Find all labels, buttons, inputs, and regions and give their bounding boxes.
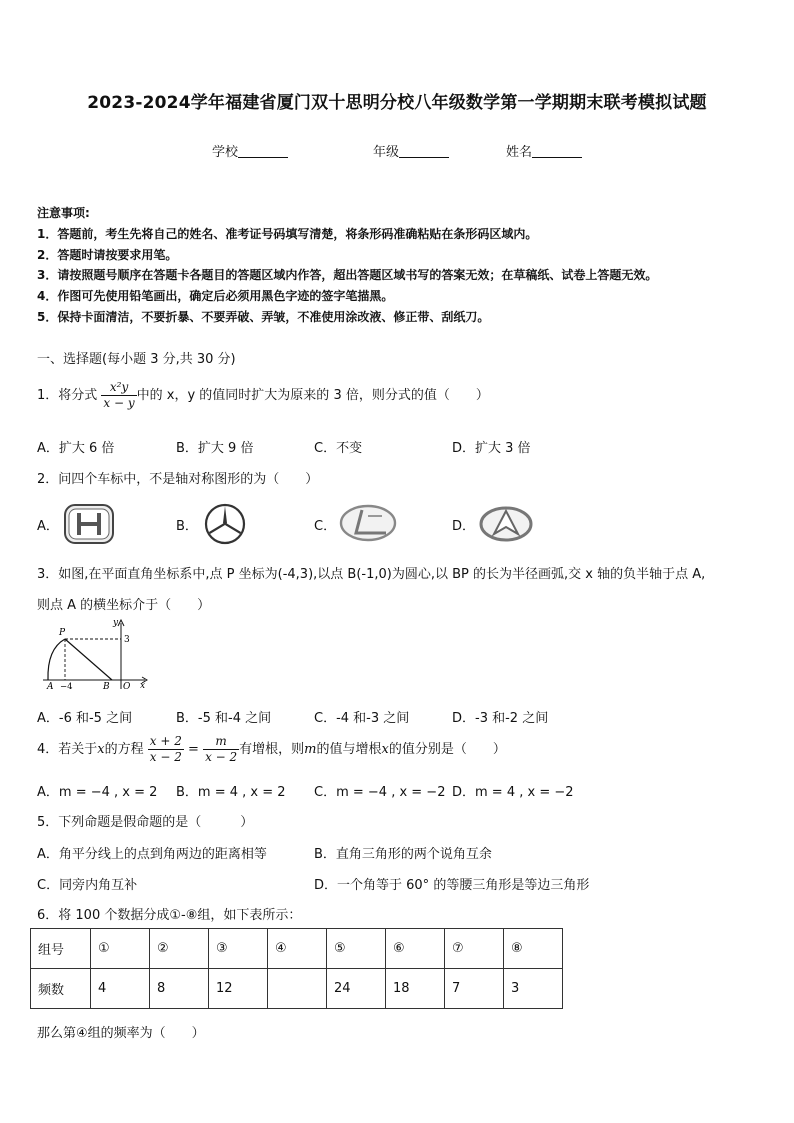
table-cell: ④ — [268, 929, 327, 969]
grade-field — [373, 141, 449, 160]
q1-frac-num: x²y — [101, 380, 136, 396]
label-b: B — [103, 682, 110, 692]
name-blank — [532, 145, 582, 158]
q2-label-d: D． — [452, 519, 476, 534]
question-4 — [37, 734, 506, 765]
question-3-line1: 3．如图,在平面直角坐标系中,点 P 坐标为(-4,3),以点 B(-1,0)为圆心,以 BP 的长为半径画弧,交 x 轴的负半轴于点 A, — [37, 567, 706, 582]
table-cell: 组号 — [31, 929, 91, 969]
honda-logo-icon — [63, 503, 115, 549]
table-header-row — [31, 929, 563, 969]
name-field — [506, 141, 582, 160]
q1-option-a: A．扩大 6 倍 — [37, 441, 115, 456]
q4-var-x: x — [97, 742, 105, 757]
q5-option-d: D．一个角等于 60° 的等腰三角形是等边三角形 — [314, 878, 590, 893]
school-label: 学校 — [212, 145, 239, 160]
section-heading: 一、选择题(每小题 3 分,共 30 分) — [37, 352, 236, 367]
grade-blank — [399, 145, 449, 158]
table-cell: ① — [91, 929, 150, 969]
q4-option-c: C．m = −4 , x = −2 — [314, 785, 446, 800]
q4-fraction-right — [203, 734, 239, 765]
q5-option-a: A．角平分线上的点到角两边的距离相等 — [37, 847, 267, 862]
q4-f2-den: x − 2 — [205, 750, 238, 764]
label-x: x — [140, 681, 146, 691]
table-cell — [268, 969, 327, 1009]
q3-coordinate-figure — [37, 615, 157, 699]
q4-equals: = — [188, 742, 199, 757]
q1-option-d: D．扩大 3 倍 — [452, 441, 531, 456]
table-cell: ② — [150, 929, 209, 969]
table-cell: ③ — [209, 929, 268, 969]
q4-f2-num: m — [203, 734, 239, 750]
q2-label-a: A． — [37, 519, 59, 534]
q2-label-c: C． — [314, 519, 337, 534]
q3-option-b: B．-5 和-4 之间 — [176, 711, 272, 726]
question-6: 6．将 100 个数据分成①-⑧组，如下表所示： — [37, 908, 302, 923]
question-6-followup: 那么第④组的频率为（ ） — [37, 1026, 205, 1041]
question-1 — [37, 380, 489, 411]
q1-frac-den: x − y — [103, 396, 135, 410]
table-cell: ⑧ — [504, 929, 563, 969]
school-blank — [238, 145, 288, 158]
table-cell: ⑦ — [445, 929, 504, 969]
note-item: 3．请按照题号顺序在答题卡各题目的答题区域内作答，超出答题区域书写的答案无效；在草稿纸、试卷上答题无效。 — [37, 268, 658, 283]
q4-mid2: 有增根，则 — [239, 742, 305, 757]
notes-heading: 注意事项: — [37, 206, 90, 220]
table-cell: 3 — [504, 969, 563, 1009]
table-cell: ⑥ — [386, 929, 445, 969]
page-title: 2023-2024学年福建省厦门双十思明分校八年级数学第一学期期末联考模拟试题 — [87, 93, 707, 113]
q4-option-b: B．m = 4 , x = 2 — [176, 785, 286, 800]
note-item: 1．答题前，考生先将自己的姓名、准考证号码填写清楚，将条形码准确粘贴在条形码区域内。 — [37, 226, 538, 241]
q1-prefix: 1．将分式 — [37, 388, 98, 403]
q4-option-a: A．m = −4 , x = 2 — [37, 785, 158, 800]
lexus-logo-icon — [338, 503, 398, 547]
q4-option-d: D．m = 4 , x = −2 — [452, 785, 574, 800]
table-cell: 7 — [445, 969, 504, 1009]
grade-label: 年级 — [373, 145, 400, 160]
note-item: 2．答题时请按要求用笔。 — [37, 247, 178, 262]
label-minus4: −4 — [60, 682, 73, 692]
q1-option-b: B．扩大 9 倍 — [176, 441, 254, 456]
table-cell: 4 — [91, 969, 150, 1009]
infiniti-logo-icon — [478, 503, 534, 547]
q2-label-b: B． — [176, 519, 198, 534]
label-3: 3 — [124, 635, 130, 645]
q1-fraction — [101, 380, 136, 411]
q4-f1-num: x + 2 — [149, 734, 182, 748]
q3-option-a: A．-6 和-5 之间 — [37, 711, 133, 726]
q1-suffix: 中的 x，y 的值同时扩大为原来的 3 倍，则分式的值（ ） — [136, 388, 489, 403]
frequency-table — [30, 928, 563, 1009]
q4-mid3: 的值与增根 — [316, 742, 382, 757]
q5-option-b: B．直角三角形的两个说角互余 — [314, 847, 492, 862]
label-o: O — [123, 682, 131, 692]
q4-fraction-left — [148, 734, 184, 765]
name-label: 姓名 — [506, 145, 533, 160]
table-cell: 12 — [209, 969, 268, 1009]
label-y: y — [113, 618, 119, 628]
q1-option-c: C．不变 — [314, 441, 363, 456]
q5-option-c: C．同旁内角互补 — [37, 878, 138, 893]
question-5: 5．下列命题是假命题的是（ ） — [37, 815, 254, 830]
q4-mid4: 的值分别是（ ） — [388, 742, 506, 757]
q4-var-x2: x — [381, 742, 389, 757]
table-row — [31, 969, 563, 1009]
notes-block — [37, 203, 657, 328]
q4-f1-den: x − 2 — [149, 750, 182, 764]
question-2: 2．问四个车标中，不是轴对称图形的为（ ） — [37, 472, 319, 487]
q4-var-m: m — [304, 742, 317, 757]
table-cell: 18 — [386, 969, 445, 1009]
table-cell: 8 — [150, 969, 209, 1009]
question-3-line2: 则点 A 的横坐标介于（ ） — [37, 598, 211, 613]
q4-mid1: 的方程 — [104, 742, 144, 757]
mercedes-logo-icon — [203, 502, 247, 550]
label-a: A — [47, 682, 54, 692]
note-item: 4．作图可先使用铅笔画出，确定后必须用黑色字迹的签字笔描黑。 — [37, 289, 394, 304]
q4-prefix: 4．若关于 — [37, 742, 98, 757]
q3-option-d: D．-3 和-2 之间 — [452, 711, 549, 726]
table-cell: ⑤ — [327, 929, 386, 969]
label-p: P — [59, 628, 66, 638]
note-item: 5．保持卡面清洁，不要折暴、不要弄破、弄皱，不准使用涂改液、修正带、刮纸刀。 — [37, 309, 490, 324]
table-cell: 频数 — [31, 969, 91, 1009]
q3-option-c: C．-4 和-3 之间 — [314, 711, 410, 726]
school-field — [212, 141, 288, 160]
table-cell: 24 — [327, 969, 386, 1009]
